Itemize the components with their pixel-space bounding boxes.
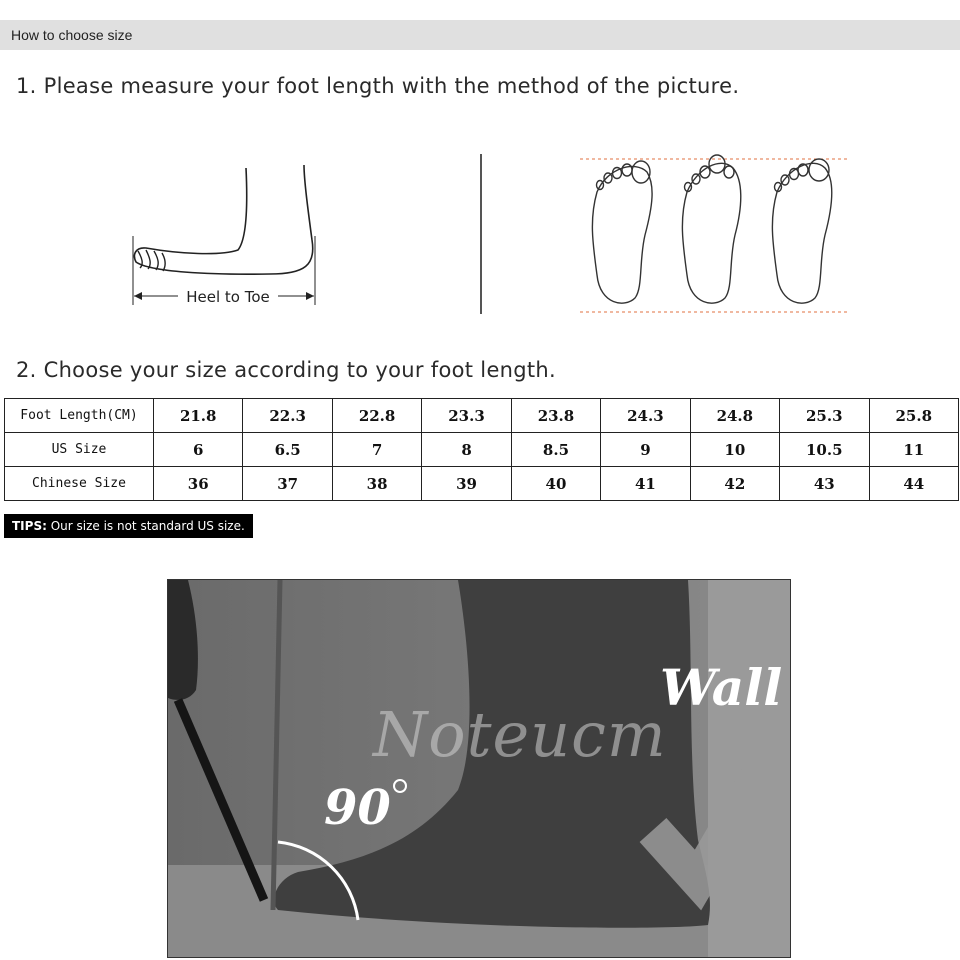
table-cell: 40 <box>511 467 600 501</box>
table-cell: 8.5 <box>511 433 600 467</box>
tips-banner <box>4 514 253 538</box>
foot-side-illustration <box>120 150 330 320</box>
table-cell: 44 <box>869 467 959 501</box>
table-cell: 9 <box>601 433 690 467</box>
angle-label: 90 <box>324 780 391 836</box>
brand-watermark: Noteucm <box>373 698 667 771</box>
step-2-instruction: 2. Choose your size according to your foot length. <box>16 358 557 382</box>
table-cell: 10.5 <box>780 433 869 467</box>
table-cell: 25.3 <box>780 399 869 433</box>
row-label-foot-length: Foot Length(CM) <box>5 399 154 433</box>
table-cell: 37 <box>243 467 332 501</box>
table-cell: 36 <box>154 467 243 501</box>
table-cell: 41 <box>601 467 690 501</box>
tips-label: TIPS: <box>12 519 47 533</box>
table-cell: 24.8 <box>690 399 779 433</box>
table-cell: 25.8 <box>869 399 959 433</box>
measurement-photo <box>167 579 791 958</box>
tips-text: Our size is not standard US size. <box>46 519 245 533</box>
table-cell: 38 <box>332 467 421 501</box>
table-cell: 42 <box>690 467 779 501</box>
table-cell: 43 <box>780 467 869 501</box>
heel-to-toe-label: Heel to Toe <box>186 288 270 306</box>
row-label-chinese-size: Chinese Size <box>5 467 154 501</box>
table-cell: 24.3 <box>601 399 690 433</box>
header-title: How to choose size <box>11 27 133 43</box>
table-cell: 7 <box>332 433 421 467</box>
illustration-divider <box>480 154 482 314</box>
table-row <box>5 433 959 467</box>
table-cell: 11 <box>869 433 959 467</box>
foot-soles-illustration <box>575 150 855 320</box>
table-row <box>5 467 959 501</box>
table-cell: 39 <box>422 467 511 501</box>
degree-symbol <box>393 779 407 793</box>
table-cell: 6 <box>154 433 243 467</box>
row-label-us-size: US Size <box>5 433 154 467</box>
table-cell: 23.8 <box>511 399 600 433</box>
table-cell: 22.3 <box>243 399 332 433</box>
table-cell: 23.3 <box>422 399 511 433</box>
table-cell: 10 <box>690 433 779 467</box>
size-chart-table <box>4 398 959 501</box>
background-watermark-decoration <box>830 560 960 960</box>
wall-label: Wall <box>660 658 783 717</box>
table-cell: 22.8 <box>332 399 421 433</box>
header-bar <box>0 20 960 50</box>
table-cell: 6.5 <box>243 433 332 467</box>
table-cell: 21.8 <box>154 399 243 433</box>
step-1-instruction: 1. Please measure your foot length with the method of the picture. <box>16 74 740 98</box>
table-row <box>5 399 959 433</box>
table-cell: 8 <box>422 433 511 467</box>
